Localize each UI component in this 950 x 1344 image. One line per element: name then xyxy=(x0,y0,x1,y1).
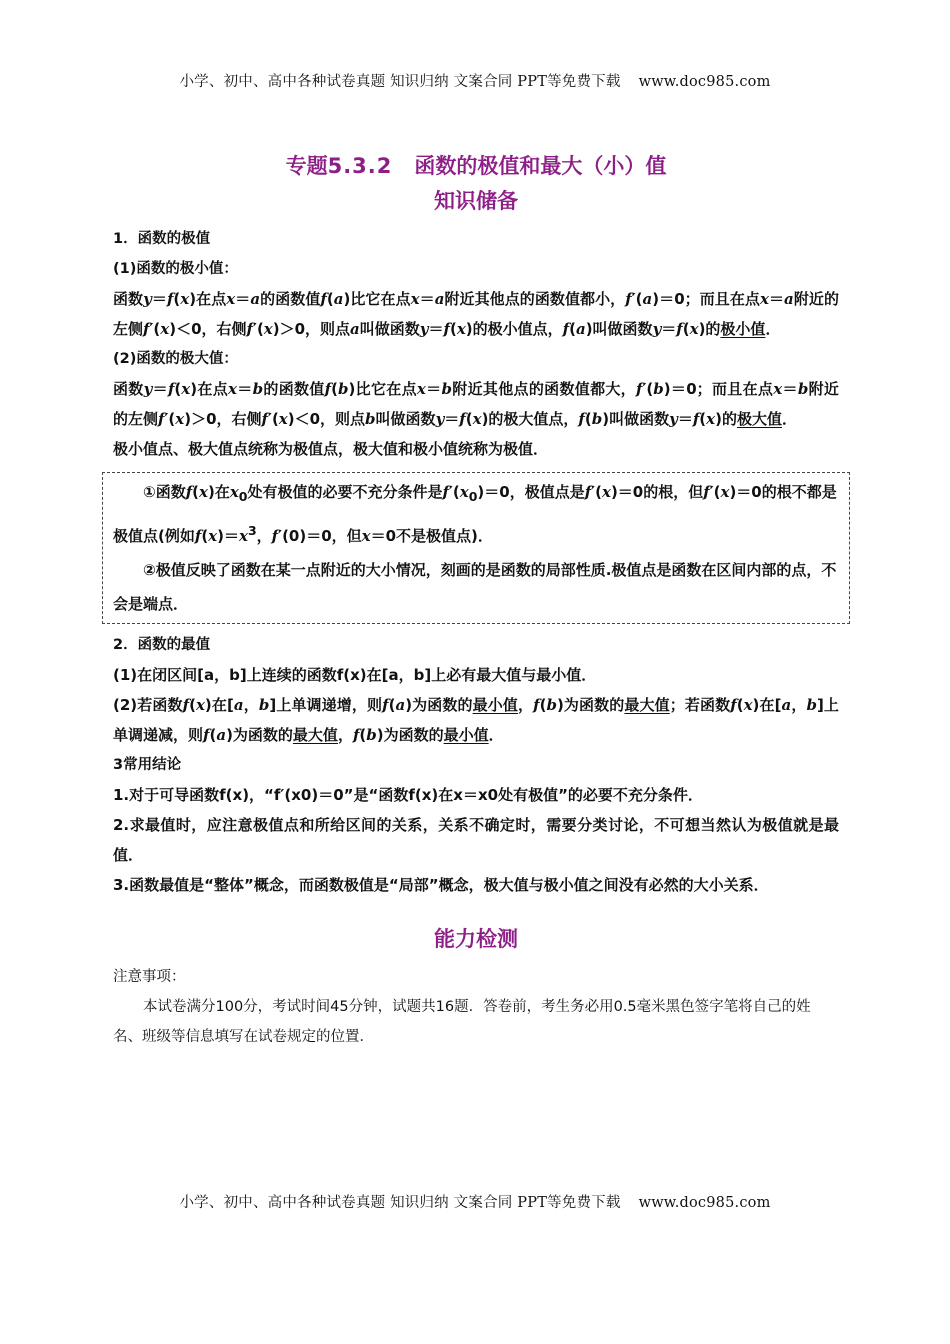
max-value-heading: (2)函数的极大值： xyxy=(113,351,238,367)
title-number: 5.3.2 xyxy=(327,154,393,178)
title-text: 函数的极值和最大（小）值 xyxy=(414,154,667,178)
page-title xyxy=(113,148,839,184)
min-word-1: 最小值 xyxy=(472,696,519,714)
note-box xyxy=(102,472,850,624)
min-value-term: 极小值 xyxy=(720,320,766,338)
section-3-heading: 3常用结论 xyxy=(113,757,182,773)
page-footer xyxy=(0,1191,950,1212)
header-text: 小学、初中、高中各种试卷真题 知识归纳 文案合同 PPT等免费下载 xyxy=(179,74,621,90)
section-2-p2: (2)若函数f(x)在[a，b]上单调递增，则f(a)为函数的最小值，f(b)为函数的最大值；若函数f(x)在[a，b]上单调递减，则f(a)为函数的最大值，f(b)为函数的最小值． xyxy=(113,696,839,744)
note-item-1: ①函数f(x)在$x_0$处有极值的必要不充分条件是$f'(x_0)=0$，极值点是f′(x)＝0的根，但f′(x)＝0的根不都是极值点(例如$f(x)=x^3$，f′(0)＝0，但x＝0不是极值点)． xyxy=(113,483,837,545)
min-value-definition: 函数y＝f(x)在点x＝a的函数值f(a)比它在点x＝a附近其他点的函数值都小，f′(a)＝0；而且在点x＝a附近的左侧f′(x)＜0，右侧f′(x)＞0，则点a叫做函数y＝f(x)的极小值点，f(a)叫做函数y＝f(x)的极小值． xyxy=(113,290,839,338)
header-url[interactable]: www.doc985.com xyxy=(638,74,771,90)
document-body xyxy=(113,148,839,1052)
conclusion-3: 3.函数最值是“整体”概念，而函数极值是“局部”概念，极大值与极小值之间没有必然的大小关系． xyxy=(113,876,769,894)
footer-text: 小学、初中、高中各种试卷真题 知识归纳 文案合同 PPT等免费下载 xyxy=(179,1195,621,1211)
section-1-heading: 1．函数的极值 xyxy=(113,231,211,247)
section-2-p1: (1)在闭区间[a，b]上连续的函数f(x)在[a，b]上必有最大值与最小值． xyxy=(113,666,597,684)
note-item-2: ②极值反映了函数在某一点附近的大小情况，刻画的是函数的局部性质.极值点是函数在区间内部的点，不会是端点． xyxy=(113,561,837,613)
max-value-term: 极大值 xyxy=(736,410,782,428)
notice xyxy=(113,962,839,1052)
conclusion-1: 1.对于可导函数f(x)，“f′(x0)＝0”是“函数f(x)在x＝x0处有极值”的必要不充分条件． xyxy=(113,786,703,804)
title-prefix: 专题 xyxy=(285,154,328,178)
section-2-heading: 2．函数的最值 xyxy=(113,637,211,653)
notice-heading: 注意事项： xyxy=(113,969,186,985)
max-word-1: 最大值 xyxy=(624,696,670,714)
extremum-summary: 极小值点、极大值点统称为极值点，极大值和极小值统称为极值． xyxy=(113,440,549,458)
section-subtitle: 知识储备 xyxy=(434,189,518,213)
ability-heading: 能力检测 xyxy=(434,927,518,951)
notice-body: 本试卷满分100分，考试时间45分钟，试题共16题．答卷前，考生务必用0.5毫米黑色签字笔将自己的姓名、班级等信息填写在试卷规定的位置． xyxy=(113,999,811,1045)
min-value-heading: (1)函数的极小值： xyxy=(113,261,238,277)
max-value-definition: 函数y＝f(x)在点x＝b的函数值f(b)比它在点x＝b附近其他点的函数值都大，f′(b)＝0；而且在点x＝b附近的左侧f′(x)＞0，右侧f′(x)＜0，则点b叫做函数y＝f(x)的极大值点，f(b)叫做函数y＝f(x)的极大值． xyxy=(113,380,839,428)
page-header xyxy=(0,70,950,91)
footer-url[interactable]: www.doc985.com xyxy=(638,1195,771,1211)
conclusion-2: 2.求最值时，应注意极值点和所给区间的关系，关系不确定时，需要分类讨论，不可想当然认为极值就是最值． xyxy=(113,816,839,864)
